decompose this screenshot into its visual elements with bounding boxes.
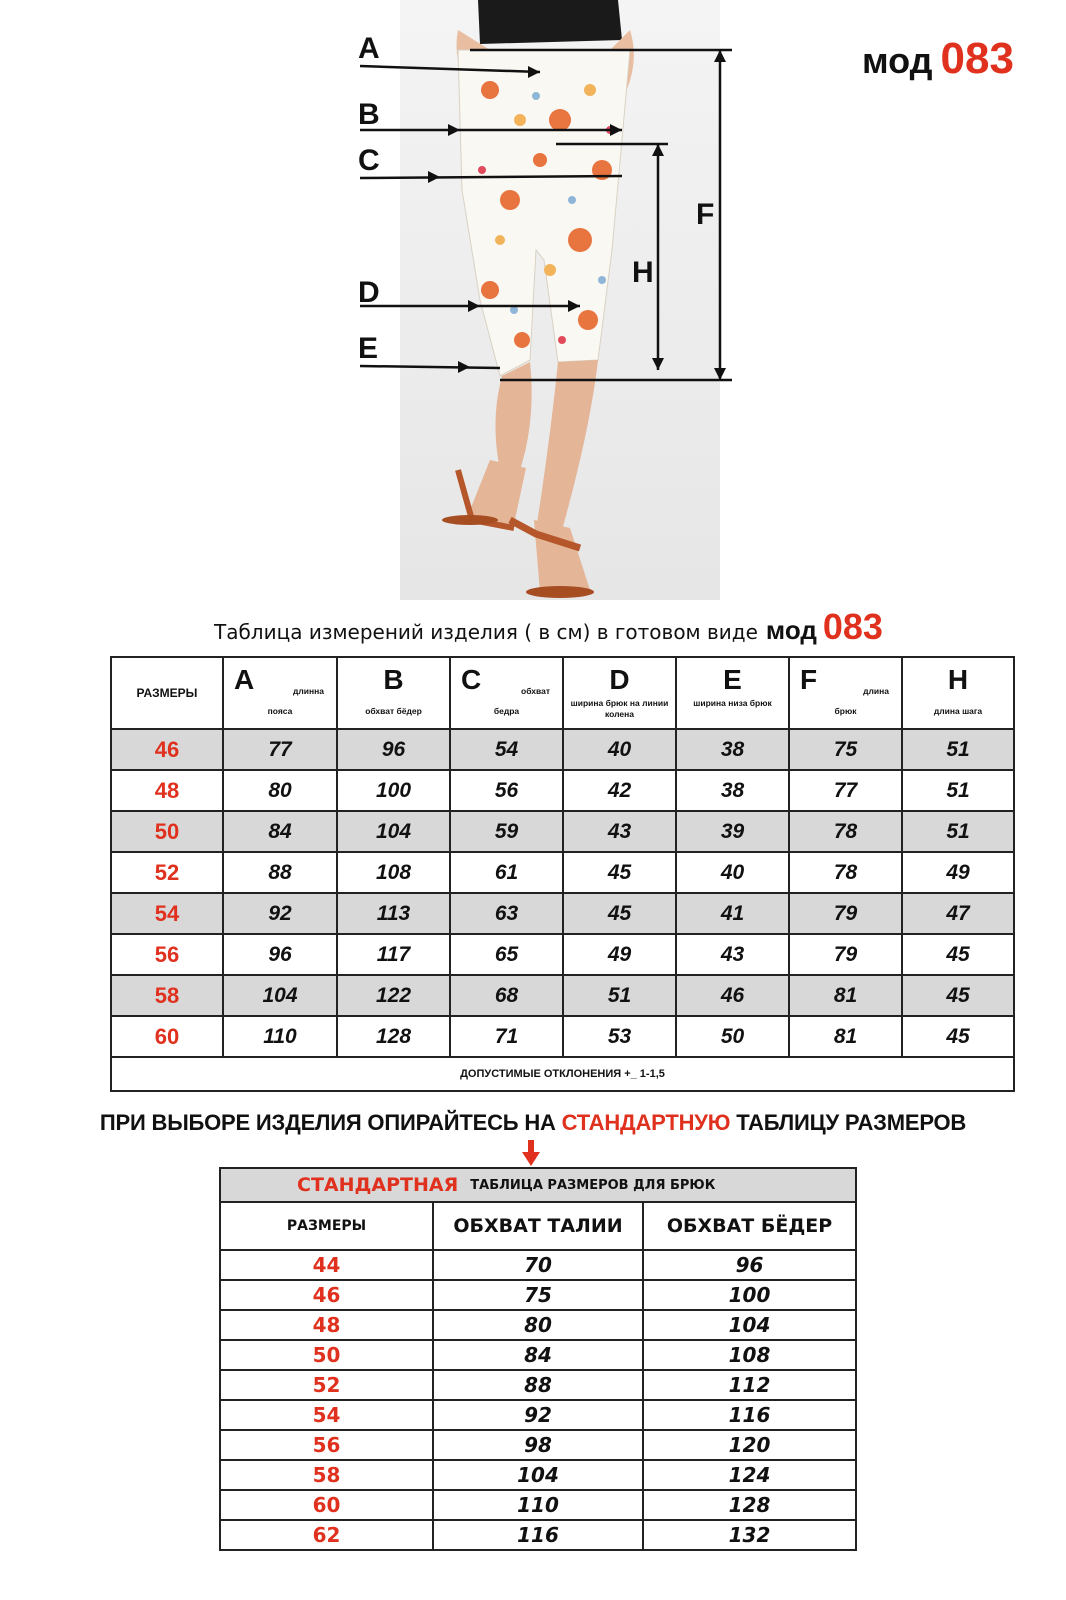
size-advice: [0, 1110, 1066, 1136]
row-size: 60: [221, 1491, 434, 1519]
measure-label-e: E: [358, 332, 379, 365]
cell-c: 56: [451, 771, 564, 810]
advice-before: ПРИ ВЫБОРЕ ИЗДЕЛИЯ ОПИРАЙТЕСЬ НА: [99, 1110, 556, 1135]
header-col-h: [903, 658, 1013, 728]
cell-h: 45: [946, 983, 970, 1007]
table-row: [112, 812, 1013, 853]
header-col-c: [451, 658, 564, 728]
row-size: 54: [112, 894, 224, 933]
table-title-number: 083: [822, 606, 883, 647]
row-size: 62: [221, 1521, 434, 1549]
cell-c: 63: [451, 894, 564, 933]
tolerance-note: ДОПУСТИМЫЕ ОТКЛОНЕНИЯ +_ 1-1,5: [112, 1058, 1013, 1090]
cell-hips: 100: [728, 1283, 771, 1307]
measure-label-f: F: [696, 198, 715, 231]
cell-a: 110: [224, 1017, 338, 1056]
row-size: 58: [221, 1461, 434, 1489]
header-col-b: [338, 658, 451, 728]
header-a-letter: A: [234, 664, 255, 695]
cell-hips: 116: [728, 1403, 771, 1427]
measure-label-c: C: [358, 144, 380, 177]
cell-f: 77: [790, 771, 903, 810]
advice-after: ТАБЛИЦУ РАЗМЕРОВ: [736, 1110, 967, 1135]
header-b-sub2: обхват бёдер: [365, 706, 422, 716]
cell-b: 108: [338, 853, 451, 892]
cell-c: 65: [451, 935, 564, 974]
cell-b: 104: [338, 812, 451, 851]
cell-c: 61: [451, 853, 564, 892]
cell-c: 71: [451, 1017, 564, 1056]
standard-size-table: [219, 1167, 857, 1551]
header-c-sub2: бедра: [493, 706, 520, 716]
standard-header-hips: ОБХВАТ БЁДЕР: [666, 1215, 833, 1237]
cell-waist: 84: [434, 1341, 644, 1369]
product-figure: [340, 0, 760, 600]
cell-hips: 112: [728, 1373, 771, 1397]
measure-label-a: A: [358, 32, 380, 65]
cell-c: 59: [451, 812, 564, 851]
cell-a: 96: [224, 935, 338, 974]
measurement-table-body: [112, 730, 1013, 1058]
cell-waist: 98: [434, 1431, 644, 1459]
standard-header-waist: ОБХВАТ ТАЛИИ: [434, 1203, 644, 1249]
cell-e: 38: [677, 771, 790, 810]
standard-title-rest: ТАБЛИЦА РАЗМЕРОВ ДЛЯ БРЮК: [470, 1177, 716, 1193]
cell-b: 128: [338, 1017, 451, 1056]
table-row: [112, 935, 1013, 976]
arrow-down-icon: [522, 1140, 540, 1166]
table-row: [112, 730, 1013, 771]
cell-e: 46: [677, 976, 790, 1015]
row-size: 52: [112, 853, 224, 892]
cell-f: 81: [790, 976, 903, 1015]
row-size: 52: [221, 1371, 434, 1399]
table-title-text: Таблица измерений изделия ( в см) в готовом виде: [214, 620, 758, 644]
measurement-table-header: [112, 658, 1013, 730]
cell-f: 79: [790, 894, 903, 933]
header-a-sub2: пояса: [267, 706, 293, 716]
cell-a: 80: [224, 771, 338, 810]
table-row: [221, 1401, 855, 1431]
cell-d: 40: [564, 730, 677, 769]
standard-table-body: [221, 1251, 855, 1549]
cell-d: 53: [564, 1017, 677, 1056]
cell-waist: 75: [434, 1281, 644, 1309]
row-size: 44: [221, 1251, 434, 1279]
model-tag: [862, 34, 1014, 84]
table-row: [112, 976, 1013, 1017]
model-number: 083: [940, 34, 1014, 83]
cell-c: 68: [451, 976, 564, 1015]
cell-f: 75: [790, 730, 903, 769]
cell-f: 81: [790, 1017, 903, 1056]
table-row: [112, 853, 1013, 894]
table-row: [221, 1251, 855, 1281]
standard-table-title: [221, 1169, 855, 1203]
header-col-d: [564, 658, 677, 728]
measurement-table: [110, 656, 1015, 1092]
cell-h: 49: [946, 860, 970, 884]
cell-hips: 108: [728, 1343, 771, 1367]
cell-hips: 132: [728, 1523, 771, 1547]
cell-waist: 88: [434, 1371, 644, 1399]
cell-a: 104: [224, 976, 338, 1015]
cell-d: 51: [564, 976, 677, 1015]
header-f-sub2: брюк: [834, 706, 857, 716]
header-d-sub2: ширина брюк на линии колена: [570, 698, 669, 719]
row-size: 54: [221, 1401, 434, 1429]
cell-f: 79: [790, 935, 903, 974]
cell-d: 45: [564, 894, 677, 933]
header-e-letter: E: [723, 664, 742, 695]
row-size: 50: [112, 812, 224, 851]
cell-b: 96: [338, 730, 451, 769]
header-h-sub2: длина шага: [933, 706, 983, 716]
cell-h: 51: [946, 778, 970, 802]
cell-e: 50: [677, 1017, 790, 1056]
measure-label-h: H: [632, 256, 654, 289]
cell-f: 78: [790, 853, 903, 892]
table-row: [221, 1431, 855, 1461]
table-row: [221, 1341, 855, 1371]
header-e-sub2: ширина низа брюк: [693, 698, 772, 708]
cell-a: 77: [224, 730, 338, 769]
cell-h: 47: [946, 901, 970, 925]
cell-b: 113: [338, 894, 451, 933]
cell-d: 45: [564, 853, 677, 892]
header-a-sub1: длинна: [292, 686, 324, 696]
table-row: [112, 894, 1013, 935]
header-col-a: [224, 658, 338, 728]
measure-label-b: B: [358, 98, 380, 131]
cell-hips: 96: [735, 1253, 764, 1277]
cell-waist: 80: [434, 1311, 644, 1339]
table-row: [221, 1311, 855, 1341]
cell-b: 100: [338, 771, 451, 810]
advice-highlight: СТАНДАРТНУЮ: [561, 1110, 731, 1135]
capri-pants-illustration: [340, 0, 760, 600]
table-row: [221, 1281, 855, 1311]
cell-waist: 92: [434, 1401, 644, 1429]
cell-h: 45: [946, 942, 970, 966]
header-size: РАЗМЕРЫ: [112, 658, 224, 728]
cell-a: 88: [224, 853, 338, 892]
row-size: 58: [112, 976, 224, 1015]
header-f-letter: F: [800, 664, 818, 695]
row-size: 56: [221, 1431, 434, 1459]
cell-waist: 104: [434, 1461, 644, 1489]
standard-header-size: РАЗМЕРЫ: [221, 1203, 434, 1249]
cell-e: 40: [677, 853, 790, 892]
header-c-letter: C: [461, 664, 482, 695]
measure-label-d: D: [358, 276, 380, 309]
standard-table-header: [221, 1203, 855, 1251]
row-size: 46: [221, 1281, 434, 1309]
cell-d: 49: [564, 935, 677, 974]
row-size: 48: [112, 771, 224, 810]
standard-title-red: СТАНДАРТНАЯ: [297, 1174, 459, 1196]
row-size: 48: [221, 1311, 434, 1339]
cell-e: 39: [677, 812, 790, 851]
cell-waist: 70: [434, 1251, 644, 1279]
cell-e: 41: [677, 894, 790, 933]
model-prefix: мод: [862, 40, 933, 81]
cell-a: 84: [224, 812, 338, 851]
header-col-f: [790, 658, 903, 728]
cell-c: 54: [451, 730, 564, 769]
cell-d: 43: [564, 812, 677, 851]
table-row: [221, 1371, 855, 1401]
header-col-e: [677, 658, 790, 728]
table-row: [221, 1521, 855, 1549]
cell-d: 42: [564, 771, 677, 810]
table-row: [112, 1017, 1013, 1058]
header-b-letter: B: [383, 664, 404, 695]
header-h-letter: H: [947, 664, 969, 695]
table-row: [221, 1461, 855, 1491]
table-title-prefix: мод: [765, 615, 817, 645]
table-row: [221, 1491, 855, 1521]
cell-waist: 110: [434, 1491, 644, 1519]
cell-e: 38: [677, 730, 790, 769]
cell-b: 122: [338, 976, 451, 1015]
measurement-table-title: [214, 606, 883, 648]
header-f-sub1: длина: [863, 686, 889, 696]
cell-waist: 116: [434, 1521, 644, 1549]
cell-hips: 104: [728, 1313, 771, 1337]
row-size: 60: [112, 1017, 224, 1056]
cell-e: 43: [677, 935, 790, 974]
cell-hips: 120: [728, 1433, 771, 1457]
cell-h: 45: [946, 1024, 970, 1048]
cell-h: 51: [946, 819, 970, 843]
row-size: 50: [221, 1341, 434, 1369]
row-size: 46: [112, 730, 224, 769]
cell-a: 92: [224, 894, 338, 933]
cell-hips: 128: [728, 1493, 771, 1517]
header-c-sub1: обхват: [521, 686, 550, 696]
cell-h: 51: [946, 737, 970, 761]
header-d-letter: D: [609, 664, 630, 695]
cell-b: 117: [338, 935, 451, 974]
cell-f: 78: [790, 812, 903, 851]
row-size: 56: [112, 935, 224, 974]
table-row: [112, 771, 1013, 812]
cell-hips: 124: [728, 1463, 771, 1487]
